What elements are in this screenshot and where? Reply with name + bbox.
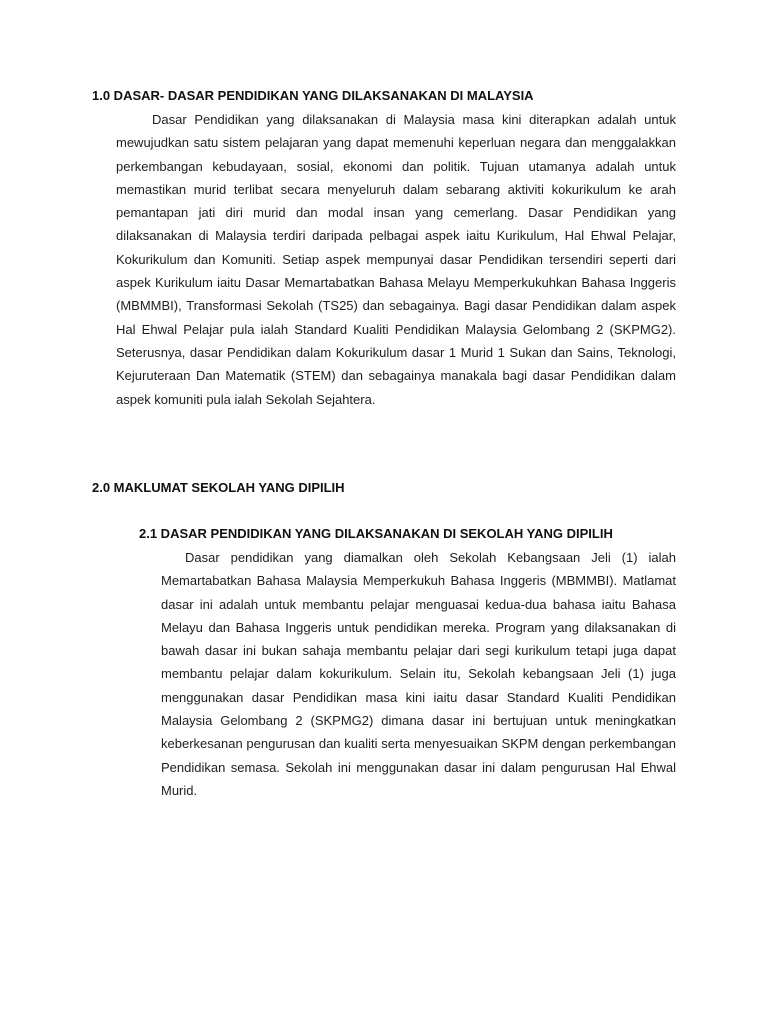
- section-1-heading: 1.0 DASAR- DASAR PENDIDIKAN YANG DILAKSANAKAN DI MALAYSIA: [92, 88, 534, 103]
- section-2-1-heading: 2.1 DASAR PENDIDIKAN YANG DILAKSANAKAN DI SEKOLAH YANG DIPILIH: [139, 526, 613, 541]
- section-2-1-paragraph: Dasar pendidikan yang diamalkan oleh Sekolah Kebangsaan Jeli (1) ialah Memartabatkan Bahasa Malaysia Memperkukuh Bahasa Inggeris (MBMMBI). Matlamat dasar ini adalah untuk membantu pelajar menguasai kedua-dua bahasa iaitu Bahasa Melayu dan Bahasa Inggeris untuk pendidikan mereka. Program yang dilaksanakan di bawah dasar ini bukan sahaja membantu pelajar dari segi kurikulum tetapi juga dapat membantu pelajar dalam kokurikulum. Selain itu, Sekolah kebangsaan Jeli (1) juga menggunakan dasar Pendidikan masa kini iaitu dasar Standard Kualiti Pendidikan Malaysia Gelombang 2 (SKPMG2) dimana dasar ini bertujuan untuk meningkatkan keberkesanan pengurusan dan kualiti serta menyesuaikan SKPM dengan perkembangan Pendidikan semasa. Sekolah ini menggunakan dasar ini dalam pengurusan Hal Ehwal Murid.: [161, 550, 676, 798]
- section-2-heading: 2.0 MAKLUMAT SEKOLAH YANG DIPILIH: [92, 480, 345, 495]
- section-1-paragraph: Dasar Pendidikan yang dilaksanakan di Malaysia masa kini diterapkan adalah untuk mewujudkan satu sistem pelajaran yang dapat memenuhi keperluan negara dan menggalakkan perkembangan kebudayaan, sosial, ekonomi dan politik. Tujuan utamanya adalah untuk memastikan murid terlibat secara menyeluruh dalam sebarang aktiviti kokurikulum ke arah pemantapan jati diri murid dan modal insan yang cemerlang. Dasar Pendidikan yang dilaksanakan di Malaysia terdiri daripada pelbagai aspek iaitu Kurikulum, Hal Ehwal Pelajar, Kokurikulum dan Komuniti. Setiap aspek mempunyai dasar Pendidikan tersendiri seperti dari aspek Kurikulum iaitu Dasar Memartabatkan Bahasa Melayu Memperkukuhkan Bahasa Inggeris (MBMMBI), Transformasi Sekolah (TS25) dan sebagainya. Bagi dasar Pendidikan dalam aspek Hal Ehwal Pelajar pula ialah Standard Kualiti Pendidikan Malaysia Gelombang 2 (SKPMG2). Seterusnya, dasar Pendidikan dalam Kokurikulum dasar 1 Murid 1 Sukan dan Sains, Teknologi, Kejuruteraan Dan Matematik (STEM) dan sebagainya manakala bagi dasar Pendidikan dalam aspek komuniti pula ialah Sekolah Sejahtera.: [116, 112, 676, 407]
